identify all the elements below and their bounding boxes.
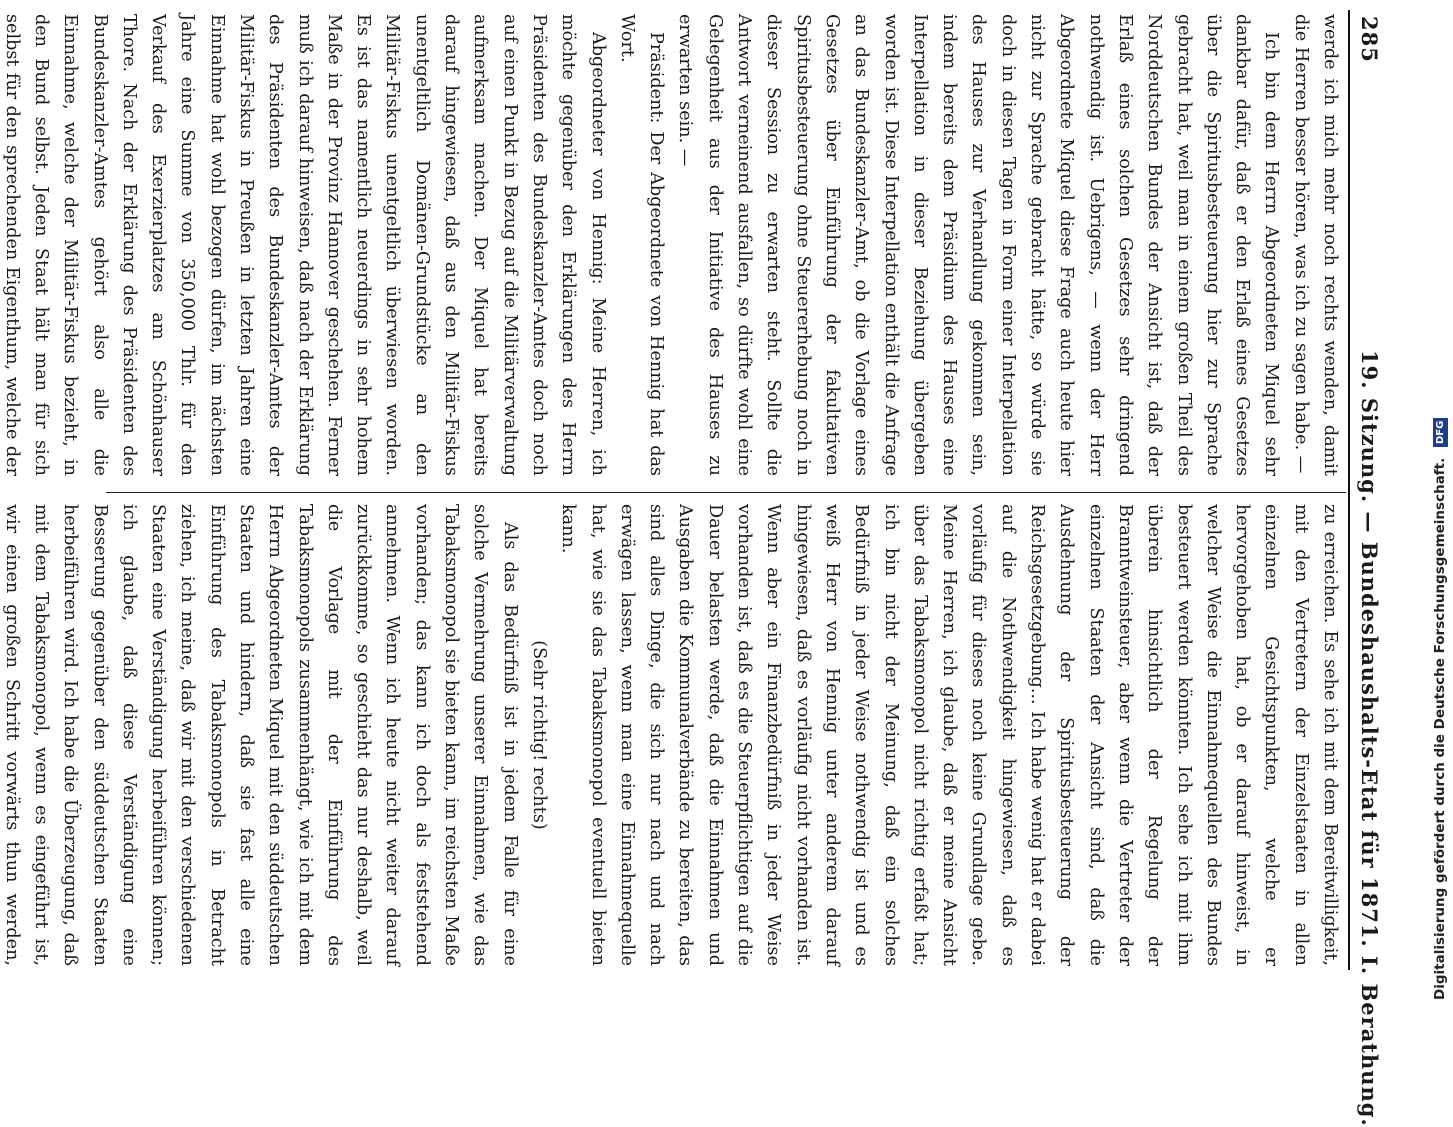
paragraph: werde ich mich mehr noch rechts wenden, damit die Herren besser hören, was ich zu sagen habe. — [1290,14,1340,476]
column-divider [106,492,1346,493]
paragraph: Abgeordneter von Hennig: Meine Herren, ich möchte gegenüber den Erklärungen des Herrn Präsidenten des Bundeskanzler-Amtes doch noch auf einen Punkt in Bezug auf die Militärverwaltung aufmerksam machen. Der Miquel hat bereits darauf hingewiesen, daß aus den Militär-Fiskus unentgeltlich Domänen-Grundstücke an den Militär-Fiskus unentgeltlich überwiesen worden. Es ist das namentlich neuerdings in sehr hohem Maße in der Provinz Hannover geschehen. Ferner muß ich darauf hinweisen, daß nach der Erklärung des Präsidenten des Bundeskanzler-Amtes der Militär-Fiskus in Preußen in letzten Jahren eine Einnahme hat wohl bezogen dürfen, im nächsten Jahre eine Summe von 350,000 Thlr. für den Verkauf des Exerzierplatzes am Schönhauser Thore. Nach der Erklärung des Präsidenten des Bundeskanzler-Amtes gehört also alle die Einnahme, welche der Militär-Fiskus bezieht, in den Bund selbst. Jeden Staat hält man für sich selbst für den sprechenden Eigenthum, welche der [1,14,608,476]
page-number: 285 [1357,16,1382,63]
interjection: (Sehr richtig! rechts) [528,640,549,830]
page-header [1348,10,1390,1127]
paragraph: Ich bin dem Herrn Abgeordneten Miquel sehr dankbar dafür, daß er den Erlaß eines Gesetzes über die Spiritusbesteuerung hier zur Sprache gebracht hat, weil man in einem großen Theil des Norddeutschen Bundes der Ansicht ist, daß der Erlaß eines solchen Gesetzes sehr dringend nothwendig ist. Uebrigens, — wenn der Herr Abgeordnete Miquel diese Frage auch heute hier nicht zur Sprache gebracht hätte, so würde sie doch in diesen Tagen in Form einer Interpellation des Hauses zur Verhandlung gekommen sein, indem bereits dem Präsidium des Hauses eine Interpellation in dieser Beziehung übergeben worden ist. Diese Interpellation enthält die Anfrage an das Bundeskanzler-Amt, ob die Vorlage eines Gesetzes über Einführung der fakultativen Spiritusbesteuerung ohne Steuererhebung noch in dieser Session zu erwarten steht. Sollte die Antwort verneinend ausfallen, so dürfte wohl eine Gelegenheit aus der Initiative des Hauses zu erwarten sein. — [675,14,1282,476]
speaker-line: Präsident: Der Abgeordnete von Hennig hat das Wort. [616,14,667,476]
digitization-strip [1402,0,1448,1000]
rotated-page-content [1,10,1390,1127]
dfg-logo: DFG [1433,418,1448,447]
running-title: 19. Sitzung. — Bundeshaushalts-Etat für 1871. I. Berathung. [1357,350,1382,1127]
text-column-right [1,504,1344,966]
paragraph: Als das Bedürfniß ist in jedem Falle für eine solche Vermehrung unserer Einnahmen, wie das Tabaksmonopol sie bieten kann, im reichsten Maße vorhanden; das kann ich doch als feststehend annehmen. Wenn ich heute nicht weiter darauf zurückkomme, so geschieht das nur deshalb, weil die Vorlage mit der Einführung des Tabaksmonopols zusammenhängt, wie ich mit dem Herrn Abgeordneten Miquel mit den süddeutschen Staaten und hindern, daß sie fast alle eine Einführung des Tabaksmonopols in Betracht ziehen, ich meine, daß wir mit den verschiedenen Staaten eine Verständigung herbeiführen können; ich glaube, daß diese Verständigung eine Besserung gegenüber den süddeutschen Staaten herbeiführen wird. Ich habe die Überzeugung, daß mit dem Tabaksmonopol, wenn es eingeführt ist, wir einen großen Schritt vorwärts thun werden, [1,504,520,966]
paragraph: zu erreichen. Es sehe ich mit dem Bereitwilligkeit, mit den Vertretern der Einzelstaaten in allen einzelnen Gesichtspunkten, welche er hervorgehoben hat, ob er darauf hinweist, in welcher Weise die Einnahmequellen des Bundes besteuert werden könnten. Ich sehe ich mit ihm überein hinsichtlich der Regelung der Branntweinsteuer, aber wenn die Vertreter der einzelnen Staaten der Ansicht sind, daß die Ausdehnung der Spiritusbesteuerung der Reichsgesetzgebung... Ich habe wenig hat er dabei auf die Nothwendigkeit hingewiesen, daß es vorläufig für dieses noch keine Grundlage gebe. Meine Herren, ich glaube, daß er meine Ansicht über das Tabaksmonopol nicht richtig erfaßt hat; ich bin nicht der Meinung, daß ein solches Bedürfniß in jeder Weise nothwendig ist und es weiß Herr von Hennig unter anderem darauf hingewiesen, daß es vorläufig nicht vorhanden ist. Wenn aber ein Finanzbedürfniß in jeder Weise vorhanden ist, daß es die Steuerpflichtigen auf die Dauer belasten werde, daß die Einnahmen und Ausgaben die Kommunalverbände zu bereiten, das sind alles Dinge, die sich nur nach und nach erwägen lassen, wenn man eine Einnahmequelle hat, wie sie das Tabaksmonopol eventuell bieten kann. [558,504,1340,966]
digitization-credit: Digitalisierung gefördert durch die Deutsche Forschungsgemeinschaft. [1432,457,1448,1000]
text-column-left [1,14,1344,476]
